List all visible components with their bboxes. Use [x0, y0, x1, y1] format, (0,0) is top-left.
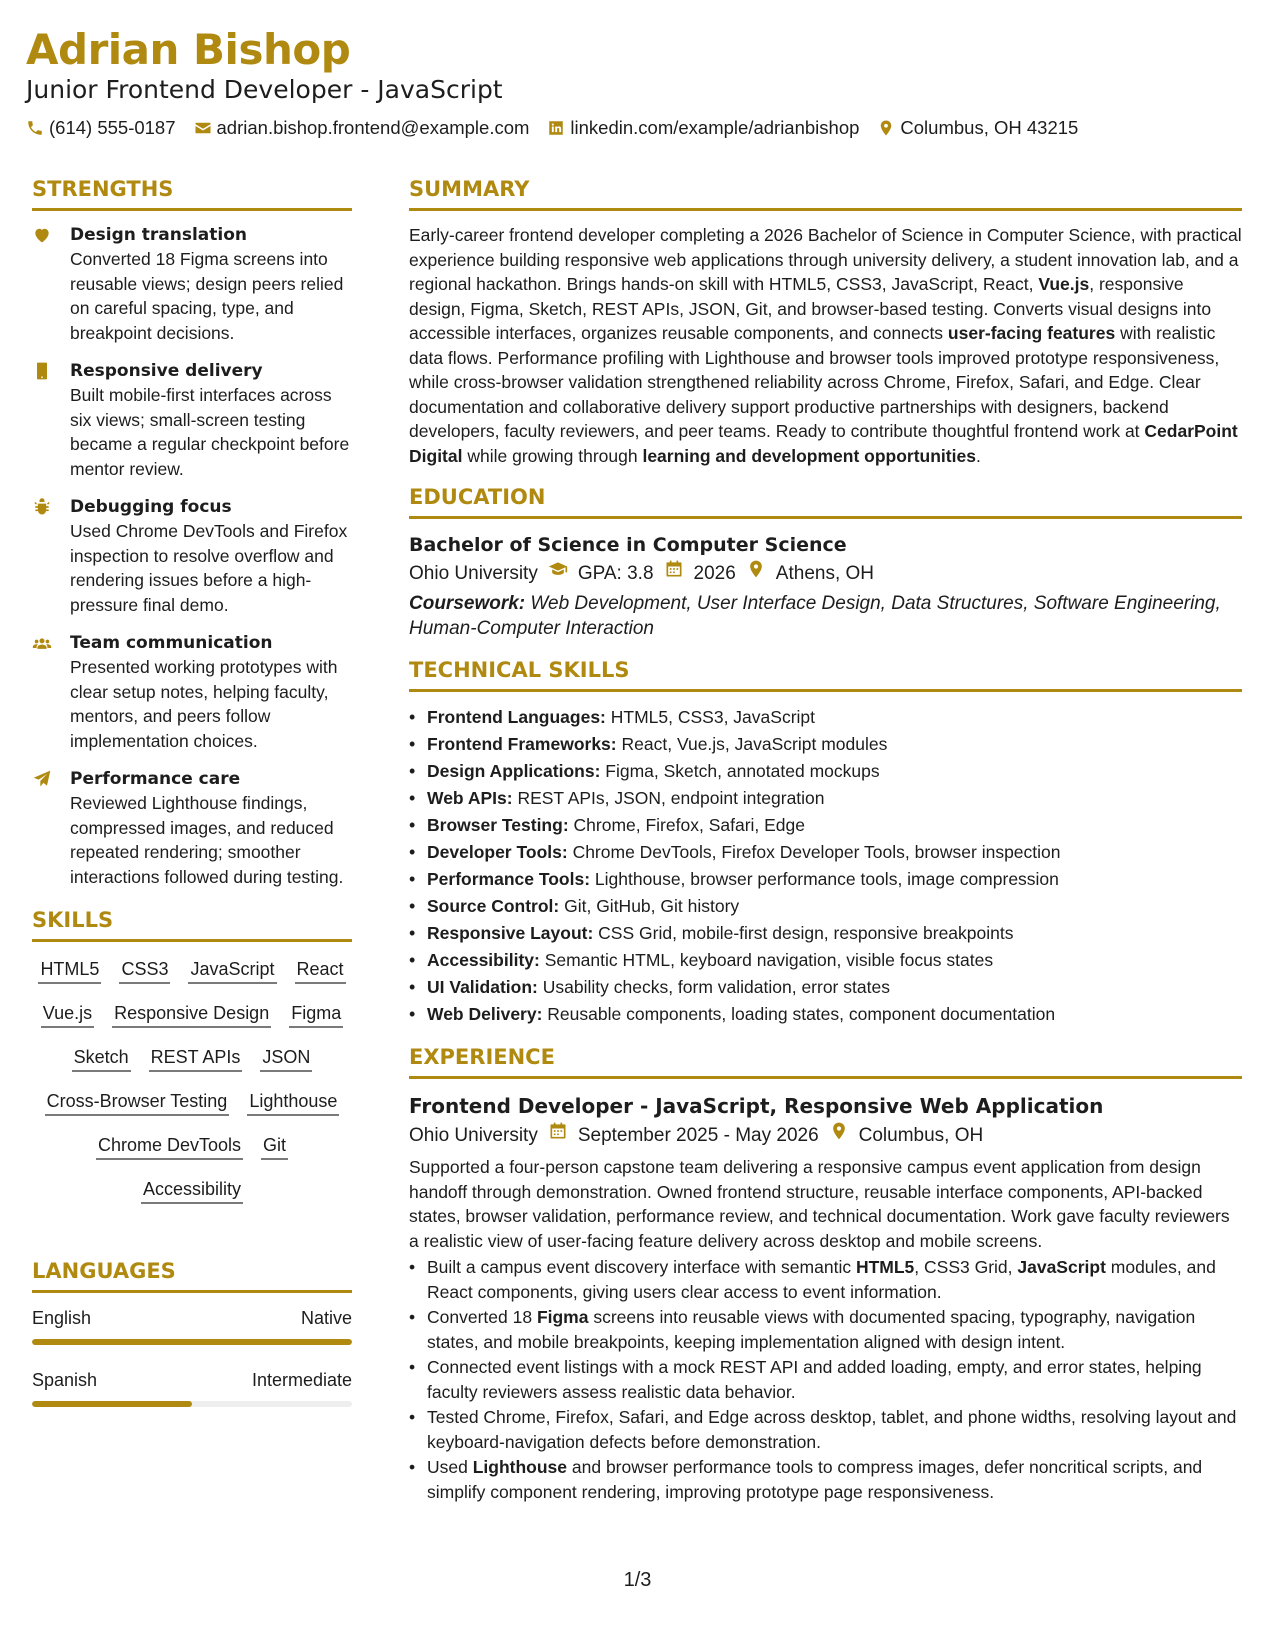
list-item: [409, 1001, 1242, 1028]
skill-value: Semantic HTML, keyboard navigation, visible focus states: [544, 950, 994, 970]
text-run: Used: [427, 1457, 473, 1477]
resume-header: [26, 24, 1256, 140]
text-run: , CSS3 Grid,: [914, 1257, 1018, 1277]
paper-plane-icon: [32, 767, 70, 889]
skill-label: Browser Testing:: [427, 815, 569, 835]
job-meta: [409, 1121, 1242, 1151]
skill-value: REST APIs, JSON, endpoint integration: [517, 788, 825, 808]
summary-text: [409, 223, 1242, 468]
phone-icon: [26, 119, 44, 137]
skill-value: Usability checks, form validation, error states: [542, 977, 890, 997]
skill-value: CSS Grid, mobile-first design, responsive breakpoints: [598, 923, 1014, 943]
location-text: Columbus, OH 43215: [900, 117, 1079, 138]
list-item: [409, 974, 1242, 1001]
language-proficiency-fill: [32, 1401, 192, 1407]
skill-tag: Git: [261, 1132, 288, 1160]
list-item: [409, 758, 1242, 785]
skill-tag: Accessibility: [141, 1176, 243, 1204]
map-pin-icon: [877, 119, 895, 137]
text-run: Built a campus event discovery interface with semantic: [427, 1257, 856, 1277]
bug-icon: [32, 495, 70, 617]
calendar-icon: [664, 559, 684, 589]
skill-tag: JSON: [260, 1044, 312, 1072]
bold-text: Figma: [536, 1307, 589, 1327]
job-org: Ohio University: [409, 1125, 538, 1146]
skill-label: Frontend Frameworks:: [427, 734, 617, 754]
contact-email[interactable]: [194, 116, 530, 140]
education-location: Athens, OH: [775, 563, 875, 584]
contact-location: [877, 116, 1078, 140]
job-description: Supported a four-person capstone team delivering a responsive campus event application from design handoff through demonstration. Owned frontend structure, reusable interface components, API-backed states, browser validation, performance review, and technical documentation. Work gave faculty reviewers a realistic view of user-facing feature delivery across desktop and mobile screens.: [409, 1157, 1230, 1251]
text-run: Tested Chrome, Firefox, Safari, and Edge across desktop, tablet, and phone widths, resolving layout and keyboard-navigation defects before demonstration.: [427, 1407, 1237, 1452]
skills-section: [32, 905, 352, 1204]
text-run: Connected event listings with a mock REST API and added loading, empty, and error states, helping faculty reviewers assess realistic data behavior.: [427, 1357, 1202, 1402]
language-name: Spanish: [32, 1370, 98, 1390]
strength-item: [32, 359, 352, 481]
skill-value: React, Vue.js, JavaScript modules: [621, 734, 888, 754]
technical-skills-section: [409, 655, 1242, 1028]
job-bullets: [409, 1255, 1242, 1504]
skill-value: Figma, Sketch, annotated mockups: [605, 761, 880, 781]
skill-label: Accessibility:: [427, 950, 540, 970]
strength-desc: Presented working prototypes with clear setup notes, helping faculty, mentors, and peers follow implementation choices.: [70, 657, 338, 751]
email-link[interactable]: adrian.bishop.frontend@example.com: [216, 117, 530, 138]
contact-row: [26, 116, 1256, 140]
list-item: [409, 866, 1242, 893]
left-column: [32, 174, 352, 1429]
skill-value: Lighthouse, browser performance tools, image compression: [594, 869, 1059, 889]
list-item: [409, 731, 1242, 758]
language-name: English: [32, 1308, 92, 1328]
strength-title: Responsive delivery: [70, 361, 263, 381]
bold-text: learning and development opportunities: [642, 445, 976, 466]
list-item: [409, 785, 1242, 812]
strength-desc: Built mobile-first interfaces across six views; small-screen testing became a regular checkpoint before mentor review.: [70, 385, 350, 479]
education-section: [409, 482, 1242, 641]
strength-title: Performance care: [70, 769, 241, 789]
text-run: while growing through: [462, 445, 643, 466]
calendar-icon: [548, 1121, 568, 1151]
graduation-year: 2026: [693, 563, 736, 584]
candidate-title: Junior Frontend Developer - JavaScript: [26, 75, 503, 104]
language-proficiency-bar: [32, 1339, 352, 1345]
skill-label: Frontend Languages:: [427, 707, 606, 727]
text-run: Early-career frontend developer completing a 2026 Bachelor of Science in Computer Science, with practical experience building responsive web applications through university delivery, a student innovation lab, and a regional hackathon. Brings hands-on skill with HTML5, CSS3, JavaScript, React,: [409, 225, 1242, 294]
language-proficiency-bar: [32, 1401, 352, 1407]
skill-label: Responsive Layout:: [427, 923, 594, 943]
graduation-cap-icon: [548, 559, 568, 589]
skill-label: Source Control:: [427, 896, 560, 916]
language-item: [32, 1305, 352, 1345]
job-dates: September 2025 - May 2026: [577, 1125, 819, 1146]
skill-tag: Figma: [289, 1000, 343, 1028]
coursework-list: Web Development, User Interface Design, Data Structures, Software Engineering, Human-Computer Interaction: [409, 593, 1221, 639]
skill-tag: Responsive Design: [112, 1000, 271, 1028]
text-run: modules, and React components, giving users clear access to event information.: [427, 1257, 1216, 1302]
strengths-heading: STRENGTHS: [32, 174, 352, 211]
skill-tag: Lighthouse: [247, 1088, 339, 1116]
list-item: [409, 920, 1242, 947]
skill-tag: HTML5: [38, 956, 101, 984]
list-item: [409, 812, 1242, 839]
skill-tags: [32, 954, 352, 1204]
skill-tag: JavaScript: [188, 956, 276, 984]
linkedin-link[interactable]: linkedin.com/example/adrianbishop: [570, 117, 860, 138]
skill-label: UI Validation:: [427, 977, 538, 997]
strength-title: Team communication: [70, 633, 273, 653]
skill-value: Chrome DevTools, Firefox Developer Tools, browser inspection: [572, 842, 1061, 862]
languages-heading: LANGUAGES: [32, 1256, 352, 1293]
job-location: Columbus, OH: [858, 1125, 984, 1146]
experience-heading: EXPERIENCE: [409, 1042, 1242, 1079]
text-run: Converted 18: [427, 1307, 537, 1327]
map-pin-icon: [746, 559, 766, 589]
bold-text: Lighthouse: [472, 1457, 568, 1477]
skill-tag: Chrome DevTools: [96, 1132, 243, 1160]
text-run: and browser performance tools to compress images, defer noncritical scripts, and simplify component rendering, improving prototype page responsiveness.: [427, 1457, 1203, 1502]
skill-tag: Vue.js: [41, 1000, 94, 1028]
envelope-icon: [194, 119, 212, 137]
skill-label: Design Applications:: [427, 761, 601, 781]
languages-section: [32, 1256, 352, 1407]
list-item: [409, 947, 1242, 974]
list-item: [409, 893, 1242, 920]
strength-desc: Used Chrome DevTools and Firefox inspection to resolve overflow and rendering issues before a high-pressure final demo.: [70, 521, 348, 615]
strength-desc: Converted 18 Figma screens into reusable views; design peers relied on careful spacing, type, and breakpoint decisions.: [70, 249, 344, 343]
degree-title: Bachelor of Science in Computer Science: [409, 534, 847, 556]
education-meta: [409, 559, 1242, 589]
gpa-text: GPA: 3.8: [577, 563, 654, 584]
strength-item: [32, 495, 352, 617]
strength-item: [32, 223, 352, 345]
education-heading: EDUCATION: [409, 482, 1242, 519]
heart-icon: [32, 223, 70, 345]
list-item: [409, 1255, 1242, 1304]
language-proficiency-fill: [32, 1339, 352, 1345]
list-item: [409, 1455, 1242, 1504]
strength-title: Design translation: [70, 225, 248, 245]
strengths-section: [32, 174, 352, 889]
contact-phone: [26, 116, 176, 140]
coursework-label: Coursework:: [409, 593, 526, 614]
skill-tag: Sketch: [72, 1044, 131, 1072]
skill-label: Developer Tools:: [427, 842, 568, 862]
bold-text: HTML5: [855, 1257, 915, 1277]
linkedin-icon: [547, 119, 565, 137]
skill-value: HTML5, CSS3, JavaScript: [610, 707, 815, 727]
language-item: [32, 1367, 352, 1407]
strength-item: [32, 631, 352, 753]
bold-text: CedarPoint Digital: [409, 421, 1238, 466]
strength-desc: Reviewed Lighthouse findings, compressed images, and reduced repeated rendering; smoother interactions followed during testing.: [70, 793, 344, 887]
skill-label: Web Delivery:: [427, 1004, 543, 1024]
text-run: with realistic data flows. Performance profiling with Lighthouse and browser tools improved prototype responsiveness, while cross-browser validation strengthened reliability across Chrome, Firefox, Safari, and Edge. Clear documentation and collaborative delivery support productive partnerships with designers, backend developers, faculty reviewers, and peer teams. Ready to contribute thoughtful frontend work at: [409, 323, 1220, 441]
skill-value: Chrome, Firefox, Safari, Edge: [573, 815, 805, 835]
map-pin-icon: [829, 1121, 849, 1151]
technical-skills-list: [409, 704, 1242, 1028]
skill-label: Web APIs:: [427, 788, 513, 808]
phone-text: (614) 555-0187: [49, 117, 176, 138]
mobile-icon: [32, 359, 70, 481]
list-item: [409, 839, 1242, 866]
language-level: Native: [300, 1308, 352, 1328]
skills-heading: SKILLS: [32, 905, 352, 942]
coursework: [409, 591, 1242, 641]
skill-tag: CSS3: [119, 956, 170, 984]
summary-section: [409, 174, 1242, 468]
skill-tag: React: [295, 956, 346, 984]
users-icon: [32, 631, 70, 753]
contact-linkedin[interactable]: [547, 116, 859, 140]
language-level: Intermediate: [251, 1370, 352, 1390]
bold-text: Vue.js: [1038, 274, 1090, 294]
strength-title: Debugging focus: [70, 497, 232, 517]
technical-skills-heading: TECHNICAL SKILLS: [409, 655, 1242, 692]
skill-label: Performance Tools:: [427, 869, 591, 889]
school-name: Ohio University: [409, 563, 538, 584]
list-item: [409, 1405, 1242, 1454]
skill-tag: Cross-Browser Testing: [45, 1088, 230, 1116]
right-column: [409, 174, 1242, 1518]
bold-text: JavaScript: [1017, 1257, 1106, 1277]
summary-heading: SUMMARY: [409, 174, 1242, 211]
strength-item: [32, 767, 352, 889]
bold-text: user-facing features: [947, 323, 1116, 343]
text-run: screens into reusable views with documented spacing, typography, navigation states, and mobile breakpoints, keeping implementation aligned with design intent.: [427, 1307, 1196, 1352]
list-item: [409, 1355, 1242, 1404]
job-title: Frontend Developer - JavaScript, Responsive Web Application: [409, 1094, 1104, 1118]
candidate-name: Adrian Bishop: [26, 25, 351, 74]
skill-value: Git, GitHub, Git history: [564, 896, 740, 916]
list-item: [409, 1305, 1242, 1354]
page-number: 1/3: [623, 1569, 652, 1591]
list-item: [409, 704, 1242, 731]
text-run: .: [975, 445, 981, 466]
experience-section: [409, 1042, 1242, 1504]
skill-tag: REST APIs: [149, 1044, 243, 1072]
text-run: , responsive design, Figma, Sketch, REST APIs, JSON, Git, and browser-based testing. Converts visual designs into accessible interfaces, organizes reusable components, and connects: [409, 274, 1212, 343]
skill-value: Reusable components, loading states, component documentation: [547, 1004, 1056, 1024]
